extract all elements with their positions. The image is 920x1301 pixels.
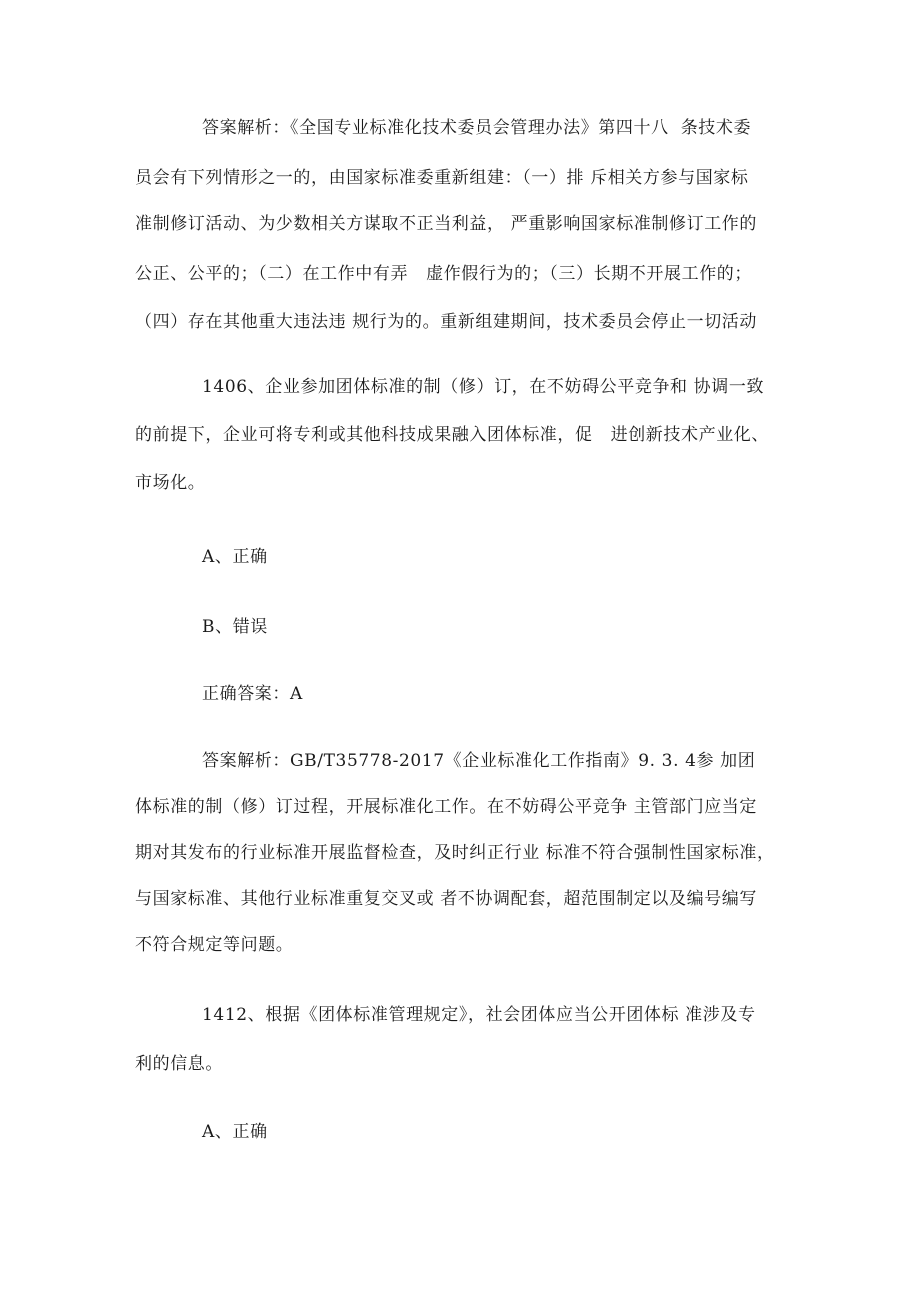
analysis-line: 不符合规定等问题。 (135, 935, 294, 955)
text-line: （四）存在其他重大违法违 规行为的。重新组建期间，技术委员会停止一切活动 (135, 312, 758, 332)
correct-answer: 正确答案：A (202, 684, 303, 704)
option-a: A、正确 (202, 547, 268, 567)
analysis-line: 答案解析：GB/T35778-2017《企业标准化工作指南》9. 3. 4参 加团 (202, 751, 756, 771)
analysis-line: 与国家标准、其他行业标准重复交叉或 者不协调配套，超范围制定以及编号编写 (135, 889, 758, 909)
text-line: 答案解析：《全国专业标准化技术委员会管理办法》第四十八 条技术委 (202, 118, 752, 138)
question-stem-line: 1412、根据《团体标准管理规定》，社会团体应当公开团体标 准涉及专 (202, 1005, 756, 1025)
text-line: 员会有下列情形之一的，由国家标准委重新组建：（一）排 斥相关方参与国家标 (135, 168, 749, 188)
option-b: B、错误 (202, 617, 268, 637)
text-line: 公正、公平的；（二）在工作中有弄 虚作假行为的；（三）长期不开展工作的； (135, 264, 753, 284)
question-stem-line: 的前提下，企业可将专利或其他科技成果融入团体标准，促 进创新技术产业化、 (135, 425, 770, 445)
question-stem-line: 1406、企业参加团体标准的制（修）订，在不妨碍公平竞争和 协调一致 (202, 377, 765, 397)
analysis-line: 期对其发布的行业标准开展监督检查，及时纠正行业 标准不符合强制性国家标准， (135, 843, 775, 863)
option-a: A、正确 (202, 1122, 268, 1142)
question-stem-line: 市场化。 (135, 473, 206, 493)
analysis-line: 体标准的制（修）订过程，开展标准化工作。在不妨碍公平竞争 主管部门应当定 (135, 797, 758, 817)
question-stem-line: 利的信息。 (135, 1054, 223, 1074)
text-line: 准制修订活动、为少数相关方谋取不正当利益， 严重影响国家标准制修订工作的 (135, 214, 758, 234)
